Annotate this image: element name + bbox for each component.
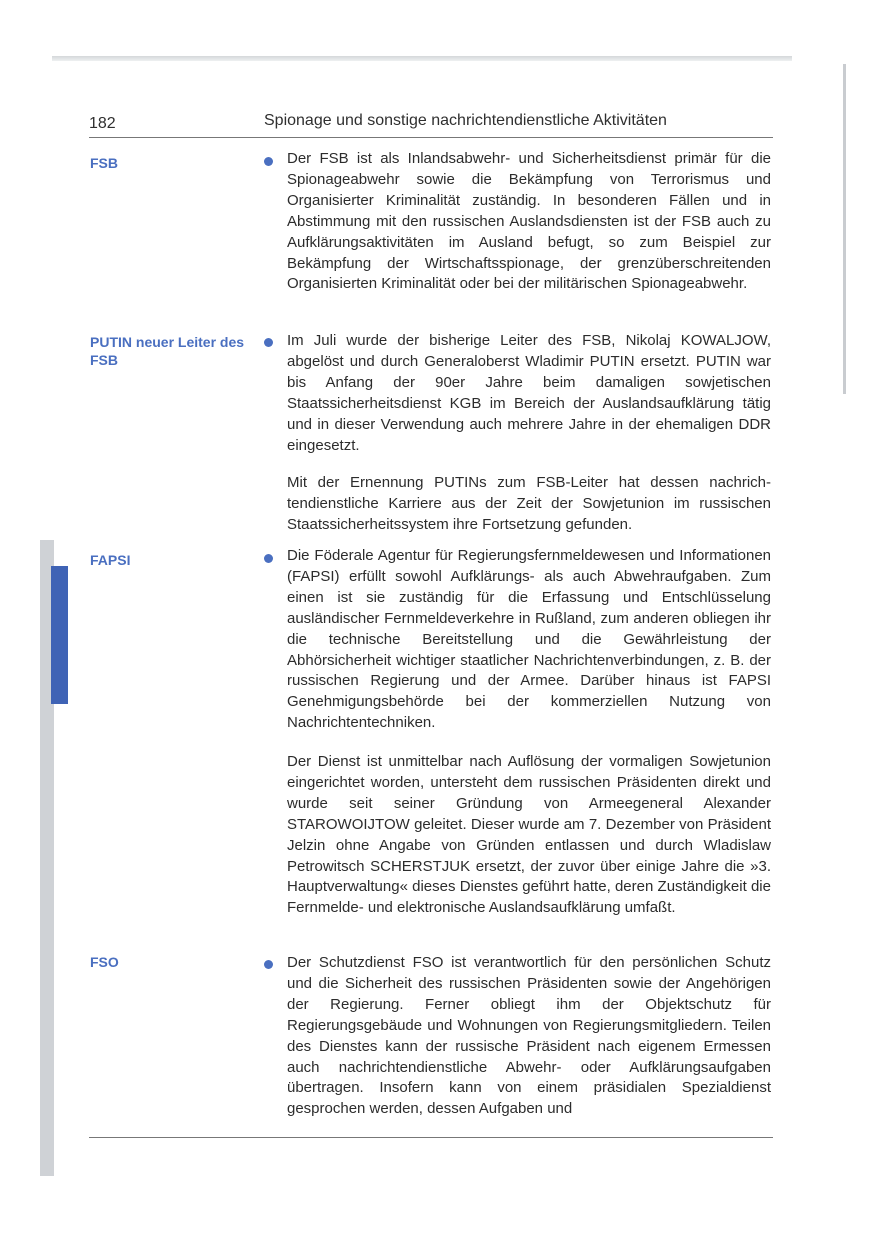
- paragraph-putin-2: Mit der Ernennung PUTINs zum FSB-Leiter hat dessen nachrichtendienstliche Karriere aus der Zeit der Sowjetunion im russischen Staatssicherheitssystem ihre Fortsetzung gefunden.: [287, 474, 771, 533]
- paragraph-fapsi-1: Die Föderale Agentur für Regierungsfernmeldewesen und Informationen (FAPSI) erfüllt sowohl Aufklärungs- als auch Abwehraufgaben. Zum einen ist sie zuständig für die Erfassung und Entschlüsselung ausländischer Fernmeldeverkehre in Rußland, zum anderen obliegen ihr die technische Bereitstellung und die Gewährleistung der Abhörsicherheit wichtiger staatlicher Nachrichtenverbindungen, z. B. der russischen Regierung und der Armee. Darüber hinaus ist FAPSI Genehmigungsbehörde bei der kommerziellen Nutzung von Nachrichtentechniken.: [287, 547, 771, 732]
- chapter-thumb-tab: [51, 566, 68, 704]
- bullet-fapsi: [264, 554, 273, 563]
- header-rule: [89, 137, 773, 138]
- paragraph-fapsi-2: Der Dienst ist unmittelbar nach Auflösung der vormaligen Sowjetunion eingerichtet worden, untersteht dem russischen Präsidenten direkt und wurde seit seiner Gründung von Armeegeneral Alexander STAROWOIJTOW geleitet. Dieser wurde am 7. Dezember von Präsident Jelzin ohne Angabe von Gründen entlassen und durch Wladislaw Petrowitsch SCHERSTJUK ersetzt, der zuvor über einige Jahre die »3. Hauptverwaltung« dieses Dienstes geführt hatte, deren Zuständigkeit die Fernmelde- und elektronische Auslandsaufklärung umfaßt.: [287, 753, 771, 917]
- footer-rule: [89, 1137, 773, 1138]
- page-number: 182: [89, 115, 116, 132]
- paragraph-fsb: Der FSB ist als Inlandsabwehr- und Sicherheitsdienst primär für die Spionageabwehr sowie die Bekämpfung von Terrorismus und Organisierter Kriminalität zuständig. In besonderen Fällen und in Abstimmung mit den russischen Auslandsdiensten ist der FSB auch zu Aufklärungsaktivitäten im Ausland befugt, so zum Beispiel zur Bekämpfung der Wirtschaftsspionage, der grenzüberschreitenden Organisierten Kriminalität oder bei der militärischen Spionageabwehr.: [287, 150, 771, 293]
- margin-label-fso: FSO: [90, 954, 119, 970]
- margin-label-fapsi: FAPSI: [90, 552, 131, 568]
- margin-label-putin: PUTIN neuer Leiter des FSB: [90, 334, 245, 368]
- scan-page-edge-right: [843, 64, 846, 394]
- bullet-fso: [264, 960, 273, 969]
- margin-label-fsb: FSB: [90, 155, 118, 171]
- bullet-fsb: [264, 157, 273, 166]
- scan-top-shadow: [52, 56, 792, 61]
- bullet-putin: [264, 338, 273, 347]
- running-head: Spionage und sonstige nachrichtendienstliche Aktivitäten: [264, 112, 667, 129]
- paragraph-putin-1: Im Juli wurde der bisherige Leiter des FSB, Nikolaj KOWALJOW, abgelöst und durch Generaloberst Wladimir PUTIN ersetzt. PUTIN war bis Anfang der 90er Jahre beim damaligen sowjetischen Staatssicherheitsdienst KGB im Bereich der Auslandsaufklärung tätig und in dieser Verwendung auch mehrere Jahre in der ehemaligen DDR eingesetzt.: [287, 332, 771, 454]
- paragraph-fso: Der Schutzdienst FSO ist verantwortlich für den persönlichen Schutz und die Sicherheit des russischen Präsidenten sowie der Angehörigen der Regierung. Ferner obliegt ihm der Objektschutz für Regierungsgebäude und Wohnungen von Regierungsmitgliedern. Teilen des Dienstes kann der russische Präsident nach eigenem Ermessen auch nachrichtendienstliche Abwehr- oder Aufklärungsaufgaben übertragen. Insofern kann von einem präsidialen Spezialdienst gesprochen werden, dessen Aufgaben und: [287, 954, 771, 1118]
